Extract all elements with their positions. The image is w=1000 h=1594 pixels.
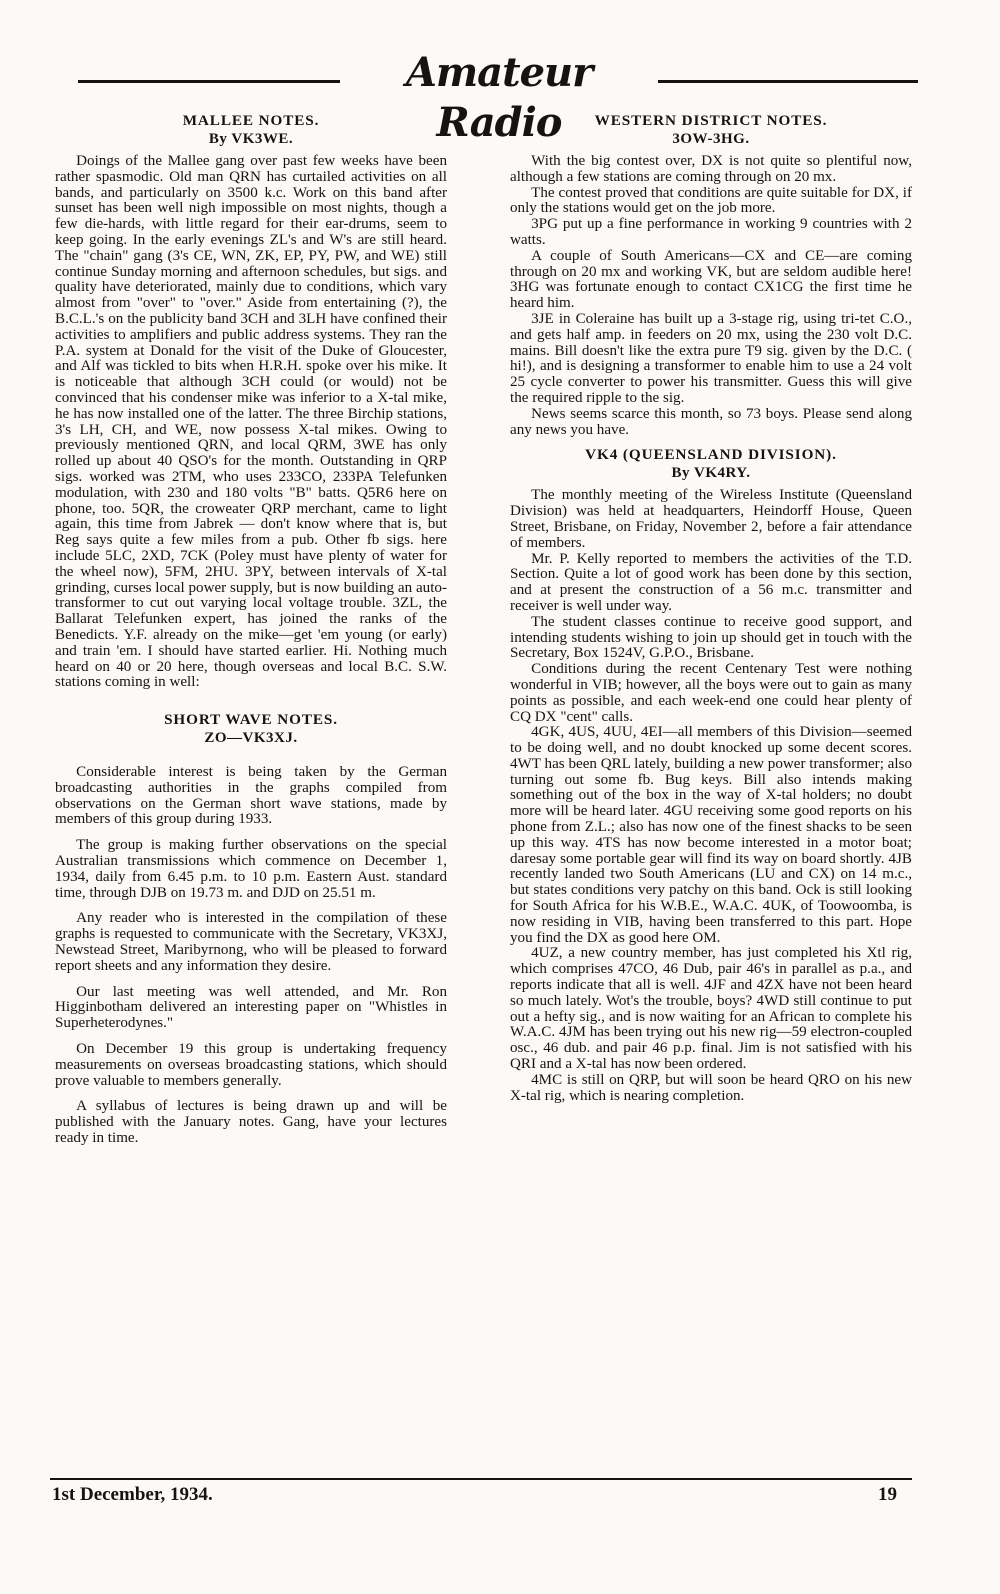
- right-column: [510, 112, 912, 1104]
- article-paragraph: 4GK, 4US, 4UU, 4EI—all members of this Division—seemed to be doing well, and no doubt knocked up some decent scores. 4WT has been QRL lately, building a new power transformer; also turning out some fb. Bug keys. Bill also intends making something out of the box in the way of X-tal holders; no doubt more will be heard later. 4GU receiving some good reports on his phone from Z.L.; also has now one of the finest shacks to be seen up this way. 4TS has now become interested in a motor boat; daresay some portable gear will find its way on board shortly. 4JB recently landed two South Americans (LU and CX) on 14 m.c., but states conditions very patchy on this band. Ock is still looking for South Africa for his W.B.E., W.A.C. 4UK, of Toowoomba, is now residing in VIB, having been transferred to this part. Hope you find the DX as good here OM.: [510, 724, 912, 946]
- section-heading: VK4 (QUEENSLAND DIVISION).: [585, 446, 837, 464]
- short-wave-notes-section: [55, 711, 447, 1147]
- masthead-rule-right: [658, 80, 918, 83]
- mallee-notes-section: [55, 112, 447, 691]
- article-paragraph: Any reader who is interested in the compilation of these graphs is requested to communicate with the Secretary, VK3XJ, Newstead Street, Maribyrnong, who will be pleased to forward report sheets and any information they desire.: [55, 910, 447, 974]
- section-byline: 3OW-3HG.: [672, 131, 750, 147]
- page-number: 19: [878, 1484, 897, 1505]
- article-paragraph: 3PG put up a fine performance in working 9 countries with 2 watts.: [510, 216, 912, 248]
- masthead-title: Amateur Radio: [405, 49, 593, 146]
- article-paragraph: The contest proved that conditions are quite suitable for DX, if only the stations would get on the job more.: [510, 184, 912, 217]
- article-paragraph: 3JE in Coleraine has built up a 3-stage rig, using tri-tet C.O., and gets half amp. in feeders on 20 mx, using the 230 volt D.C. mains. Bill doesn't like the extra pure T9 sig. given by the D.C. ( hi!), and is designing a transformer to enable him to use a 24 volt 25 cycle converter to power his transmitter. Guess this will give the required ripple to the sig.: [510, 310, 912, 406]
- footer-rule: [50, 1478, 912, 1480]
- article-paragraph: The student classes continue to receive good support, and intending students wishing to join up should get in touch with the Secretary, Box 1524V, G.P.O., Brisbane.: [510, 613, 912, 662]
- section-heading: WESTERN DISTRICT NOTES.: [594, 112, 828, 129]
- article-paragraph: A syllabus of lectures is being drawn up and will be published with the January notes. Gang, have your lectures ready in time.: [55, 1098, 447, 1147]
- article-paragraph: News seems scarce this month, so 73 boys. Please send along any news you have.: [510, 405, 912, 438]
- section-heading: SHORT WAVE NOTES.: [164, 711, 338, 729]
- article-paragraph: Mr. P. Kelly reported to members the activities of the T.D. Section. Quite a lot of good work has been done by this section, and at present the construction of a 56 m.c. transmitter and receiver is well under way.: [510, 550, 912, 614]
- article-paragraph: 4UZ, a new country member, has just completed his Xtl rig, which comprises 47CO, 46 Dub, pair 46's in parallel as p.a., and reports indicate that all is well. 4JF and 4ZX have not been heard so much lately. Wot's the trouble, boys? 4WD still continue to put out a hefty sig., and is now waiting for an African to complete his W.A.C. 4JM has been trying out his new rig—59 electron-coupled osc., 46 dub. and pair 46 p.p. final. Jim is not satisfied with his QRI and a X-tal has now been ordered.: [510, 945, 912, 1073]
- article-paragraph: On December 19 this group is undertaking frequency measurements on overseas broadcasting stations, which should prove valuable to members generally.: [55, 1041, 447, 1089]
- section-byline: By VK3WE.: [208, 131, 294, 147]
- queensland-division-section: [510, 446, 912, 1104]
- article-paragraph: Considerable interest is being taken by the German broadcasting authorities in the graphs compiled from observations on the German short wave stations, made by members of this group during 1933.: [55, 764, 447, 828]
- masthead-rule-left: [78, 80, 340, 83]
- article-paragraph: Our last meeting was well attended, and Mr. Ron Higginbotham delivered an interesting paper on "Whistles in Superheterodynes.": [55, 983, 447, 1032]
- article-paragraph: The group is making further observations on the special Australian transmissions which commence on December 1, 1934, daily from 6.45 p.m. to 10 p.m. Eastern Aust. standard time, through DJB on 19.73 m. and DJD on 25.51 m.: [55, 837, 447, 901]
- western-district-notes-section: [510, 112, 912, 438]
- section-byline: By VK4RY.: [671, 465, 751, 482]
- section-byline: ZO—VK3XJ.: [204, 730, 298, 747]
- article-paragraph: The monthly meeting of the Wireless Institute (Queensland Division) was held at headquarters, Heindorff House, Queen Street, Brisbane, on Friday, November 2, before a fair attendance of members.: [510, 487, 912, 551]
- article-paragraph: With the big contest over, DX is not quite so plentiful now, although a few stations are coming through on 20 mx.: [510, 153, 912, 185]
- article-paragraph: Doings of the Mallee gang over past few weeks have been rather spasmodic. Old man QRN has curtailed activities on all bands, and particularly on 3500 k.c. Work on this band after sunset has been well nigh impossible on most nights, though a few die-hards, with little regard for their ear-drums, seem to keep going. In the early evenings ZL's and W's are still heard. The "chain" gang (3's CE, WN, ZK, EP, PY, PW, and WE) still continue Sunday morning and afternoon schedules, but sigs. and quality have deteriorated, mainly due to conditions, which vary almost from "over" to "over." Aside from entertaining (?), the B.C.L.'s on the publicity band 3CH and 3LH have confined their activities to amplifiers and public address systems. They ran the P.A. system at Donald for the visit of the Duke of Gloucester, and Alf was tickled to bits when H.R.H. spoke over his mike. It is noticeable that although 3CH could (or would) not be convinced that his condenser mike was inferior to a X-tal mike, he has now installed one of the latter. The three Birchip stations, 3's LH, CH, and WE, now possess X-tal mikes. Owing to previously mentioned QRN, and local QRM, 3WE has only rolled up about 40 QSO's for the month. Outstanding in QRP sigs. worked was 2TM, who uses 233CO, 233PA Telefunken modulation, with 230 and 180 volts "B" batts. Q5R6 here on phone, too. 5QR, the croweater QRP merchant, came to light again, this time from Jabrek — don't know where that is, but Reg says quite a few miles from a pub. Other fb sigs. here include 5LC, 2XD, 7CK (Poley must have plenty of water for the wheel now), 5FM, 2HU. 3PY, between intervals of X-tal grinding, curses local power supply, but is now building an auto-transformer to cut out varying local voltage trouble. 3ZL, the Ballarat Telefunken expert, has joined the ranks of the Benedicts. Y.F. already on the mike—get 'em young (or early) and train 'em. I should have started earlier. Hi. Nothing much heard on 40 or 20 here, though overseas and local B.C. S.W. stations coming in well:: [55, 153, 447, 691]
- article-paragraph: Conditions during the recent Centenary Test were nothing wonderful in VIB; however, all the boys were out to gain as many points as possible, and each week-end one could hear plenty of CQ DX "cent" calls.: [510, 661, 912, 725]
- article-paragraph: 4MC is still on QRP, but will soon be heard QRO on his new X-tal rig, which is nearing completion.: [510, 1071, 912, 1104]
- left-column: [55, 112, 447, 1157]
- section-heading: MALLEE NOTES.: [182, 112, 320, 129]
- issue-date: 1st December, 1934.: [52, 1484, 213, 1505]
- article-paragraph: A couple of South Americans—CX and CE—are coming through on 20 mx and working VK, but are seldom audible here! 3HG was fortunate enough to contact CX1CG the first time he heard him.: [510, 247, 912, 312]
